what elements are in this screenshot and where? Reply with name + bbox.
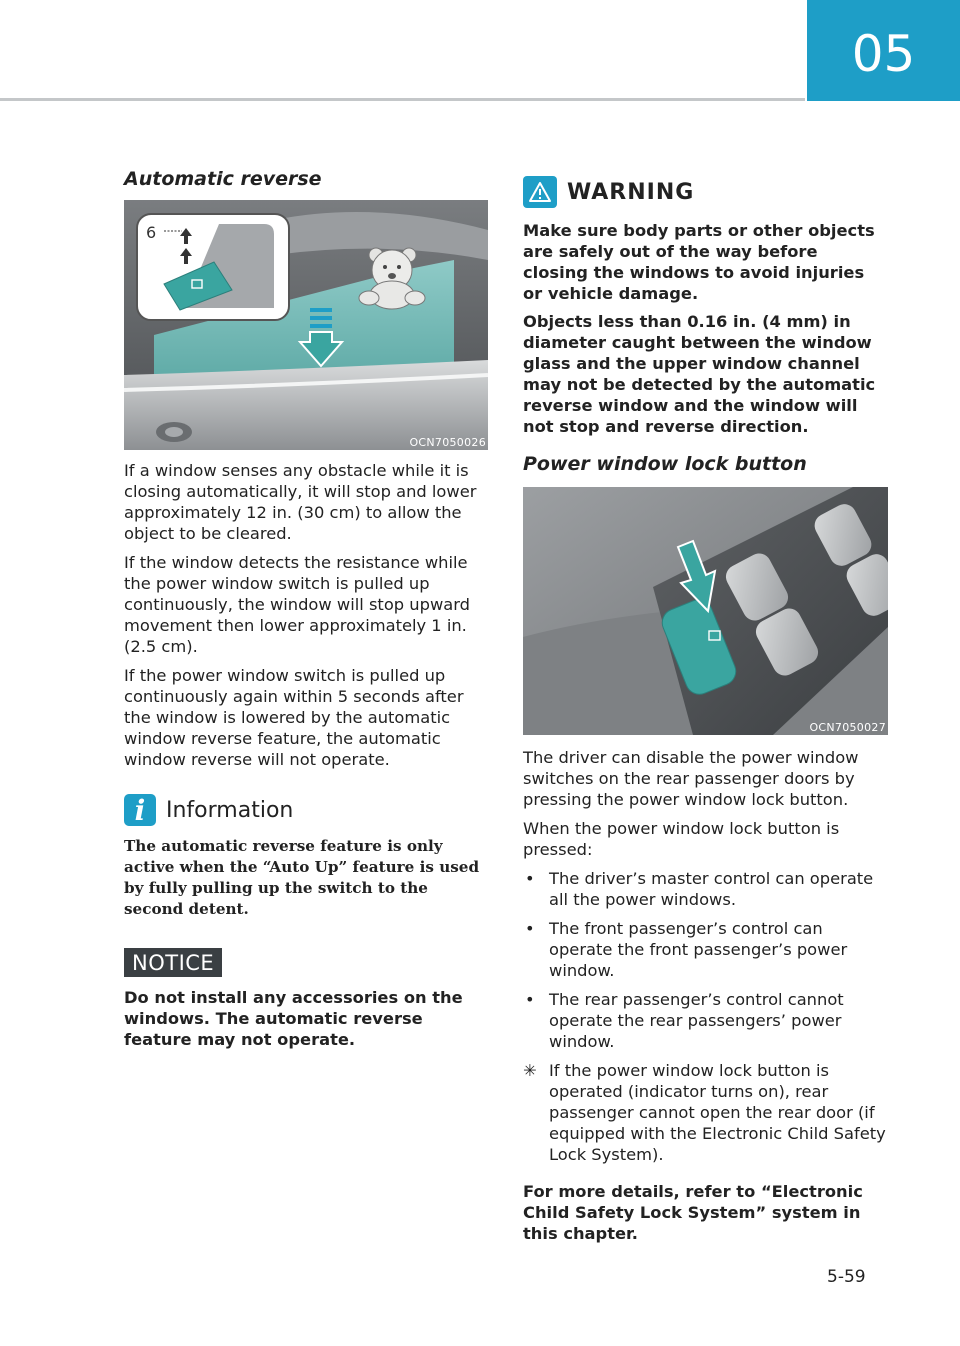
closing-text: For more details, refer to “Electronic Child Safety Lock System” system in this chapter. — [523, 1182, 863, 1243]
notice-text: Do not install any accessories on the windows. The automatic reverse feature may not operate. — [124, 988, 463, 1049]
chapter-tab: 05 — [807, 0, 960, 101]
warning-text: Make sure body parts or other objects are safely out of the way before closing the windows to avoid injuries or vehicle damage. — [523, 221, 875, 303]
header-rule — [0, 98, 805, 101]
left-column — [124, 168, 488, 1057]
list-item — [523, 989, 888, 1052]
list-item — [523, 918, 888, 981]
list-item-text: The front passenger’s control can operate the front passenger’s power window. — [549, 919, 848, 980]
power-window-lock-figure — [523, 487, 888, 735]
notice-badge: NOTICE — [124, 948, 222, 977]
information-header — [124, 794, 488, 826]
switch-inset — [137, 214, 289, 320]
note — [523, 1060, 888, 1165]
paragraph: If a window senses any obstacle while it is closing automatically, it will stop and lower approximately 12 in. (30 cm) to allow the object to be cleared. — [124, 461, 477, 543]
paragraph: The driver can disable the power window switches on the rear passenger doors by pressing the power window lock button. — [523, 748, 859, 809]
warning-header — [523, 176, 888, 208]
figure-code: OCN7050027 — [809, 721, 886, 734]
warning-title: WARNING — [567, 179, 695, 205]
list-item-text: The driver’s master control can operate all the power windows. — [549, 869, 874, 909]
list-item-text: The rear passenger’s control cannot operate the rear passengers’ power window. — [549, 990, 844, 1051]
warning-text: Objects less than 0.16 in. (4 mm) in diameter caught between the window glass and the upper window channel may not be detected by the automatic reverse window and the window will not stop and reverse direction. — [523, 312, 876, 436]
inset-label: 6 — [146, 223, 157, 242]
bullet-marker: • — [525, 990, 535, 1009]
warning-icon — [523, 176, 557, 208]
automatic-reverse-illustration — [124, 200, 488, 450]
right-column — [523, 176, 888, 1251]
paragraph: If the power window switch is pulled up continuously again within 5 seconds after the window is lowered by the automatic window reverse feature, the automatic window reverse will not operate. — [124, 666, 464, 769]
bullet-list — [523, 868, 888, 1052]
power-window-lock-illustration — [523, 487, 888, 735]
automatic-reverse-heading: Automatic reverse — [124, 168, 322, 190]
paragraph: When the power window lock button is pressed: — [523, 819, 840, 859]
information-title: Information — [166, 797, 294, 823]
page-number: 5-59 — [827, 1267, 866, 1287]
info-icon: i — [124, 794, 156, 826]
automatic-reverse-figure — [124, 200, 488, 450]
paragraph: If the window detects the resistance while the power window switch is pulled up continuously, the window will stop upward movement then lower approximately 1 in. (2.5 cm). — [124, 553, 470, 656]
bullet-marker: • — [525, 919, 535, 938]
power-window-lock-heading: Power window lock button — [523, 453, 807, 475]
list-item — [523, 868, 888, 910]
information-text: The automatic reverse feature is only active when the “Auto Up” feature is used by fully pulling up the switch to the second detent. — [124, 837, 480, 918]
bullet-marker: • — [525, 869, 535, 888]
note-text: If the power window lock button is operated (indicator turns on), rear passenger cannot open the rear door (if equipped with the Electronic Child Safety Lock System). — [549, 1061, 886, 1164]
note-marker: ✳ — [523, 1061, 537, 1080]
figure-code: OCN7050026 — [409, 436, 486, 449]
